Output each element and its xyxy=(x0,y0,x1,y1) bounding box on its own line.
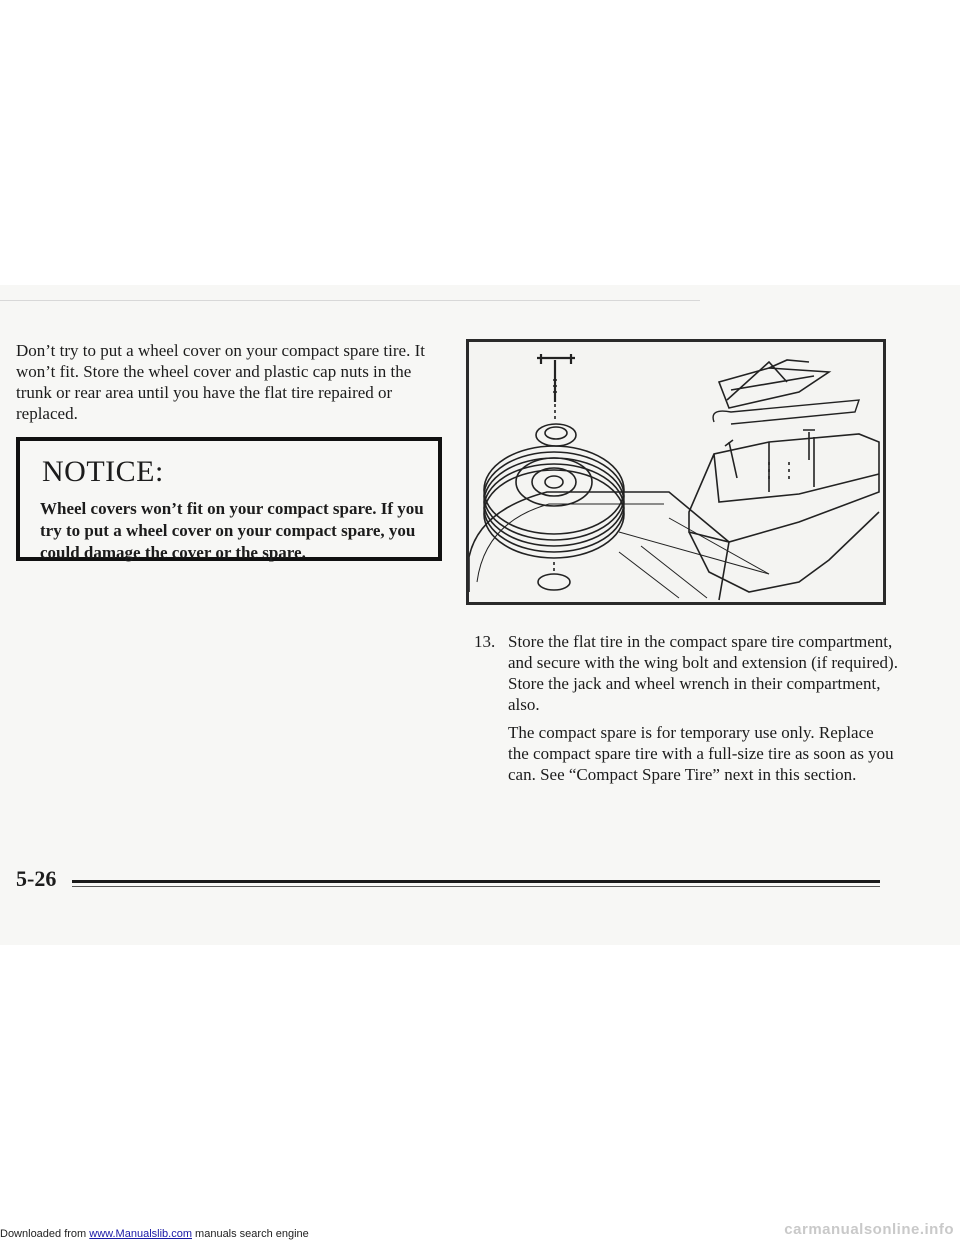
spare-tire-illustration xyxy=(466,339,886,605)
footer-suffix: manuals search engine xyxy=(195,1228,309,1240)
notice-body: Wheel covers won’t fit on your compact spare. If you try to put a wheel cover on your compact spare, you could damage the cover or the spare. xyxy=(40,499,424,562)
temporary-use-note: The compact spare is for temporary use only. Replace the compact spare tire with a full-size tire as soon as you can. See “Compact Spare Tire” next in this section. xyxy=(508,723,894,784)
notice-box xyxy=(16,437,442,561)
step-number: 13. xyxy=(474,632,496,651)
bottom-rule xyxy=(72,880,880,883)
footer-prefix: Downloaded from xyxy=(0,1228,87,1240)
notice-title: NOTICE: xyxy=(42,455,164,488)
watermark: carmanualsonline.info xyxy=(784,1221,954,1238)
step-text: Store the flat tire in the compact spare tire compartment, and secure with the wing bolt and extension (if required). Store the jack and wheel wrench in their compartment, also. xyxy=(508,632,898,714)
intro-paragraph: Don’t try to put a wheel cover on your compact spare tire. It won’t fit. Store the wheel cover and plastic cap nuts in the trunk or rear area until you have the flat tire repaired or replaced. xyxy=(16,341,425,423)
bottom-rule-thin xyxy=(72,886,880,887)
page-number: 5-26 xyxy=(16,866,57,891)
manualslib-link[interactable]: www.Manualslib.com xyxy=(89,1228,192,1240)
tire-jack-diagram xyxy=(469,342,883,602)
top-rule xyxy=(0,300,700,301)
